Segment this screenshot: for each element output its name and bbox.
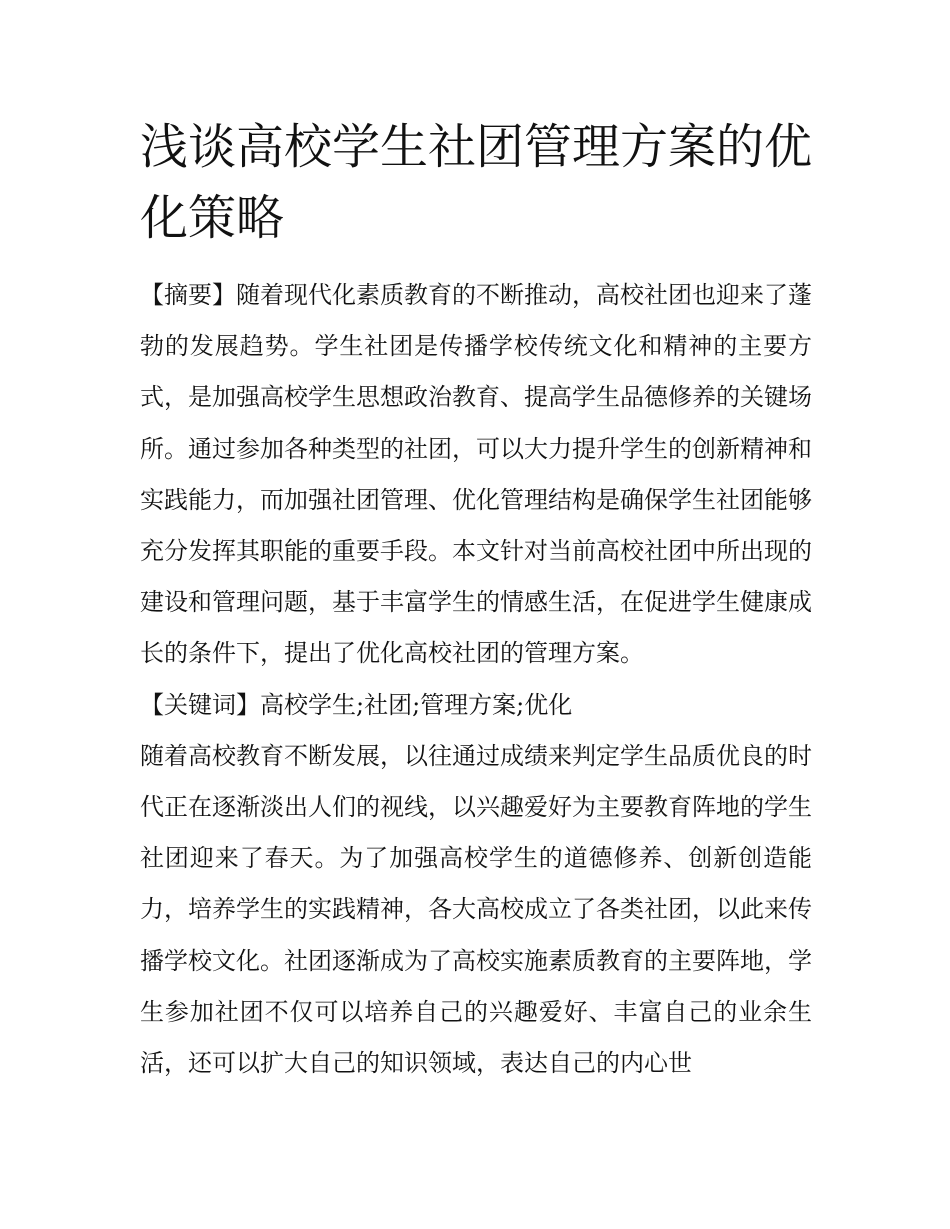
body-paragraph: 随着高校教育不断发展，以往通过成绩来判定学生品质优良的时代正在逐渐淡出人们的视线，以兴趣爱好为主要教育阵地的学生社团迎来了春天。为了加强高校学生的道德修养、创新创造能力，培养学生的实践精神，各大高校成立了各类社团，以此来传播学校文化。社团逐渐成为了高校实施素质教育的主要阵地，学生参加社团不仅可以培养自己的兴趣爱好、丰富自己的业余生活，还可以扩大自己的知识领域，表达自己的内心世 [140, 741, 812, 1078]
document-title: 浅谈高校学生社团管理方案的优化策略 [140, 119, 813, 246]
document-page [140, 112, 812, 1089]
abstract-paragraph: 【摘要】随着现代化素质教育的不断推动，高校社团也迎来了蓬勃的发展趋势。学生社团是传播学校传统文化和精神的主要方式，是加强高校学生思想政治教育、提高学生品德修养的关键场所。通过参加各种类型的社团，可以大力提升学生的创新精神和实践能力，而加强社团管理、优化管理结构是确保学生社团能够充分发挥其职能的重要手段。本文针对当前高校社团中所出现的建设和管理问题，基于丰富学生的情感生活，在促进学生健康成长的条件下，提出了优化高校社团的管理方案。 [140, 281, 812, 668]
keywords-line: 【关键词】高校学生;社团;管理方案;优化 [140, 690, 573, 719]
